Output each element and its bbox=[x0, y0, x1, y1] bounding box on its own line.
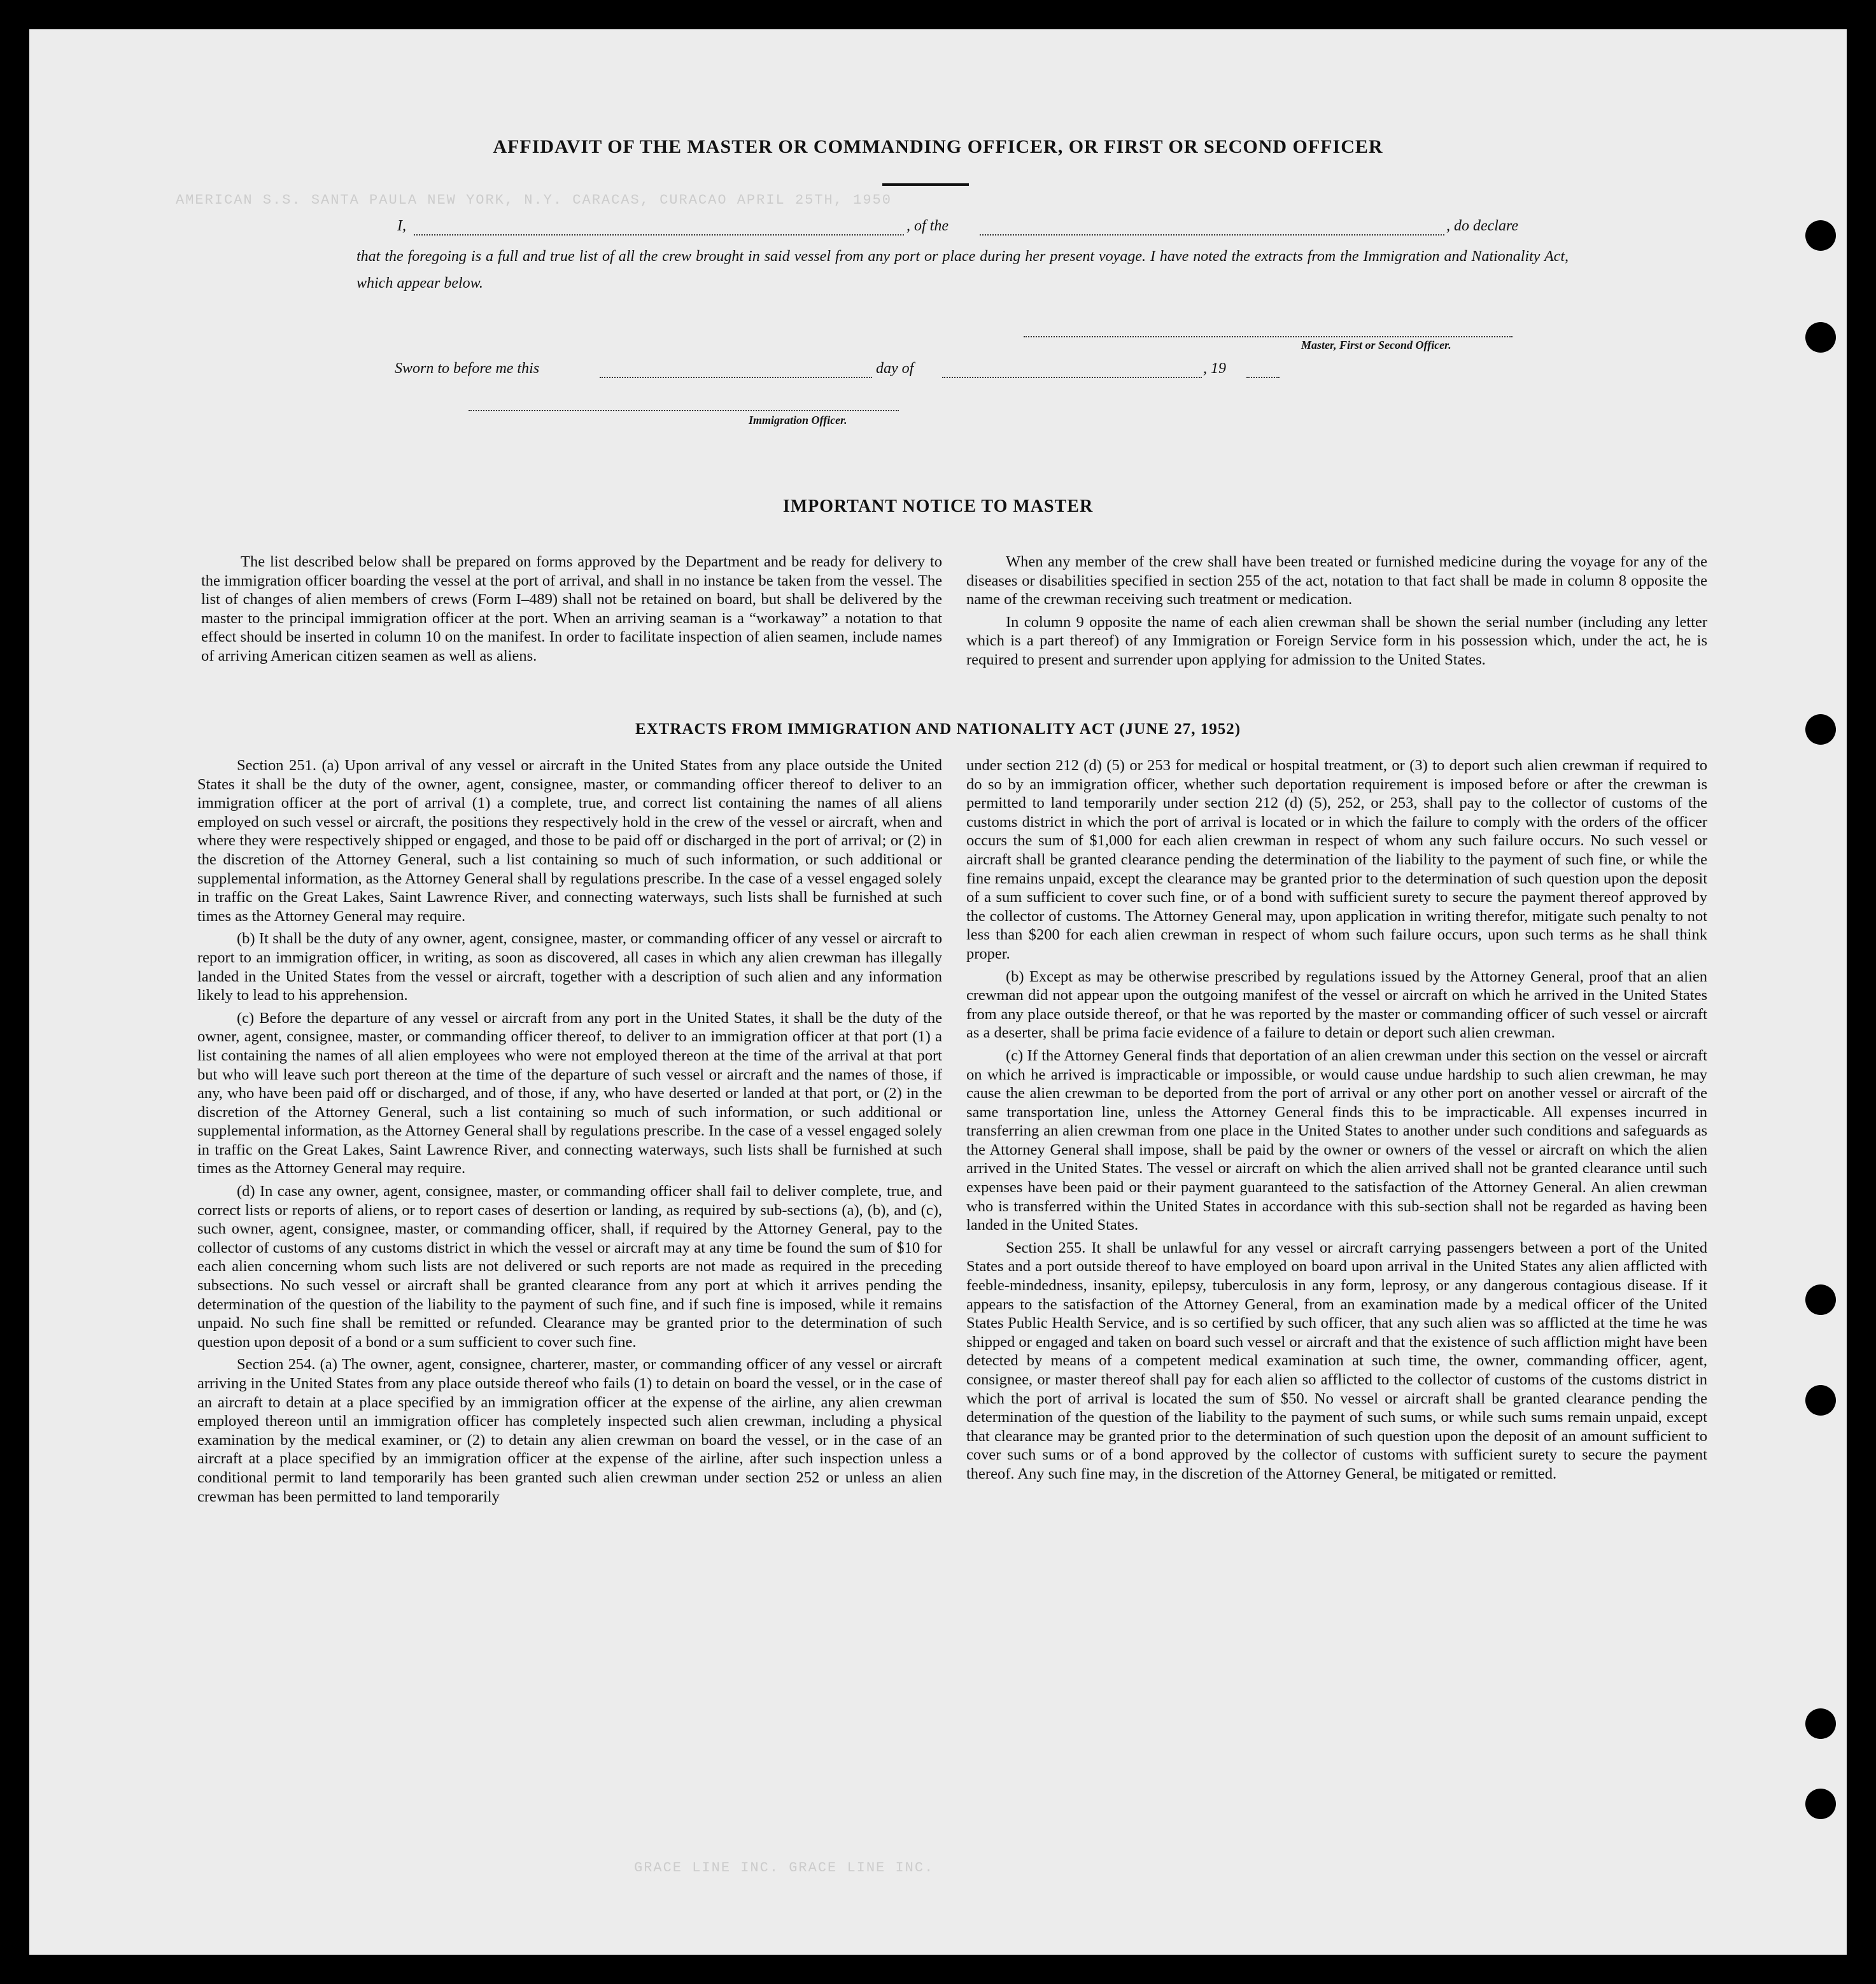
immigration-officer-label: Immigration Officer. bbox=[749, 414, 847, 426]
extracts-title: EXTRACTS FROM IMMIGRATION AND NATIONALITY ACT (JUNE 27, 1952) bbox=[635, 721, 1241, 738]
do-declare-label: , do declare bbox=[1446, 218, 1519, 234]
day-of-label: day of bbox=[876, 360, 914, 377]
section-254a: Section 254. (a) The owner, agent, consignee, charterer, master, or commanding officer of any vessel or aircraft arriving in the United States from any place outside thereof who fails (1) to detain on board the vessel, or in the case of an aircraft to detain at a place specified by an immigration officer at the expense of the airline, any alien crewman employed thereon until an immigration officer has completely inspected such alien crewman, including a physical examination by the medical examiner, or (2) to detain any alien crewman on board the vessel, or in the case of an aircraft at a place specified by an immigration officer at the expense of the airline, after such inspection unless a conditional permit to land temporarily has been granted such alien crewman under section 252 or unless an alien crewman has been permitted to land temporarily bbox=[197, 1356, 942, 1505]
master-signature-label: Master, First or Second Officer. bbox=[1301, 339, 1451, 351]
section-251d: (d) In case any owner, agent, consignee, master, or commanding officer shall fail to deliver complete, true, and correct lists or reports of aliens, or to report cases of desertion or landing, as required by sub-sections (a), (b), and (c), such owner, agent, consignee, master, or commanding officer, shall, if required by the Attorney General, pay to the collector of customs of any customs district in which the vessel or aircraft may at any time be found the sum of $10 for each alien concerning whom such lists are not delivered or such reports are not made as required in the preceding subsections. No such vessel or aircraft shall be granted clearance from any port at which it arrives pending the determination of the question of the liability to the payment of such fine, and if such fine is imposed, while it remains unpaid. No such fine shall be remitted or refunded. Clearance may be granted prior to the determination of such question upon deposit of a bond or a sum sufficient to cover such fine. bbox=[197, 1183, 942, 1351]
section-251c: (c) Before the departure of any vessel or aircraft from any port in the United States, it shall be the duty of the owner, agent, consignee, master, or commanding officer thereof, to deliver to an immigration officer at that port (1) a list containing the names of all alien employees who were not employed thereon at the time of the arrival at that port but who will leave such port thereon at the time of the departure of such vessel or aircraft and the names of those, if any, who have been paid off or discharged, and of those, if any, who have deserted or landed at that port, or (2) in the discretion of the Attorney General, such a list containing so much of such information, or such additional or supplemental information, as the Attorney General shall by regulations prescribe. In the case of a vessel engaged solely in traffic on the Great Lakes, Saint Lawrence River, and connecting waterways, such lists shall be furnished at such times as the Attorney General may require. bbox=[197, 1009, 942, 1178]
notice-paragraph: The list described below shall be prepared on forms approved by the Department and be ready for delivery to the immigration officer boarding the vessel at the port of arrival, and shall in no instance be taken from the vessel. The list of changes of alien members of crews (Form I–489) shall not be retained on board, but shall be delivered by the master to the principal immigration officer at the port. When an arriving seaman is a “workaway” a notation to that effect should be inserted in column 10 on the manifest. In order to facilitate inspection of alien seamen, include names of arriving American citizen seamen as well as aliens. bbox=[201, 553, 942, 665]
notice-paragraph: In column 9 opposite the name of each alien crewman shall be shown the serial number (including any letter which is a part thereof) of any Immigration or Foreign Service form in his possession which, under the act, he is required to present and surrender upon applying for admission to the United States. bbox=[966, 613, 1707, 668]
bleed-through-footer: GRACE LINE INC. GRACE LINE INC. bbox=[634, 1860, 934, 1876]
extracts-left-column bbox=[197, 756, 942, 1510]
sworn-year-field[interactable] bbox=[1246, 376, 1280, 378]
document-page bbox=[29, 29, 1847, 1955]
punch-hole bbox=[1805, 220, 1836, 251]
title-rule bbox=[882, 183, 969, 186]
section-254a-continued: under section 212 (d) (5) or 253 for medical or hospital treatment, or (3) to deport such alien crewman if required to do so by an immigration officer, whether such deportation requirement is imposed before or after the crewman is permitted to land temporarily under section 212 (d) (5), 252, or 253, shall pay to the collector of customs of the customs district in which the port of arrival is located or in which the failure to comply with the orders of the officer occurs the sum of $1,000 for each alien crewman in respect of whom any such failure occurs. No such vessel or aircraft shall be granted clearance pending the determination of the liability to the payment of such fine, or while the fine remains unpaid, except the clearance may be granted prior to the determination of such question upon the deposit of a sum sufficient to cover such fine, or of a bond with sufficient surety to secure the payment thereof approved by the collector of customs. The Attorney General may, upon application in writing therefor, mitigate such penalty to not less than $200 for each alien crewman in respect of whom such failure occurs, upon such terms as he shall think proper. bbox=[966, 757, 1707, 962]
declarant-name-field[interactable] bbox=[414, 233, 904, 236]
i-label: I, bbox=[397, 218, 406, 234]
sworn-line bbox=[395, 360, 1286, 383]
notice-left-column bbox=[201, 552, 942, 670]
sworn-date-field[interactable] bbox=[600, 376, 872, 378]
notice-title: IMPORTANT NOTICE TO MASTER bbox=[782, 496, 1094, 516]
punch-hole bbox=[1805, 1789, 1836, 1819]
section-254b: (b) Except as may be otherwise prescribed by regulations issued by the Attorney General, proof that an alien crewman did not appear upon the outgoing manifest of the vessel or aircraft on which he arrived in the United States from any place outside thereof, or that he was reported by the master or commanding officer of such vessel or aircraft as a deserter, shall be prima facie evidence of a failure to detain or deport such alien crewman. bbox=[966, 967, 1707, 1042]
punch-hole bbox=[1805, 714, 1836, 745]
sworn-month-field[interactable] bbox=[942, 376, 1202, 378]
section-251b: (b) It shall be the duty of any owner, agent, consignee, master, or commanding officer of any vessel or aircraft to report to an immigration officer, in writing, as soon as discovered, all cases in which any alien crewman has illegally landed in the United States from the vessel or aircraft, together with a description of such alien and any information likely to lead to his apprehension. bbox=[197, 930, 942, 1004]
bleed-through-header: AMERICAN S.S. SANTA PAULA NEW YORK, N.Y. CARACAS, CURACAO APRIL 25TH, 1950 bbox=[176, 192, 892, 208]
section-254c: (c) If the Attorney General finds that deportation of an alien crewman under this section on the vessel or aircraft on which he arrived is impracticable or impossible, or would cause undue hardship to such alien crewman, he may cause the alien crewman to be deported from the port of arrival or any other port on another vessel or aircraft of the same transportation line, unless the Attorney General finds this to be impracticable. All expenses incurred in transferring an alien crewman from one place in the United States to another under such conditions and safeguards as the Attorney General shall impose, shall be paid by the owner or owners of the vessel or aircraft on which the alien arrived in the United States. The vessel or aircraft on which the alien arrived shall not be granted clearance until such expenses have been paid or their payment guaranteed to the satisfaction of the Attorney General. An alien crewman who is transferred within the United States in accordance with this sub-section shall not be regarded as having been landed in the United States. bbox=[966, 1046, 1707, 1234]
affidavit-body: that the foregoing is a full and true list of all the crew brought in said vessel from any port or place during her present voyage. I have noted the extracts from the Immigration and Nationality Act, which appear below. bbox=[356, 248, 1569, 292]
section-255: Section 255. It shall be unlawful for any vessel or aircraft carrying passengers between a port of the United States and a port outside thereof to have employed on board upon arrival in the United States any alien afflicted with feeble-mindedness, insanity, epilepsy, tuberculosis in any form, leprosy, or any dangerous contagious disease. If it appears to the satisfaction of the Attorney General, from an examination made by a medical officer of the United States Public Health Service, and is so certified by such officer, that any such alien was so afflicted at the time he was shipped or engaged and taken on board such vessel or aircraft and that the existence of such affliction might have been detected by means of a competent medical examination at such time, the owner, commanding officer, agent, consignee, or master thereof shall pay for each alien so afflicted to the collector of customs of the customs district in which the port of arrival is located the sum of $50. No vessel or aircraft shall be granted clearance pending the determination of the question of the liability to the payment of such sums, or while such sums remain unpaid, except that clearance may be granted prior to the determination of such question upon the deposit of an amount sufficient to cover such sums or of a bond approved by the collector of customs with sufficient surety to secure the payment thereof. Any such fine may, in the discretion of the Attorney General, be mitigated or remitted. bbox=[966, 1239, 1707, 1482]
punch-hole bbox=[1805, 322, 1836, 353]
vessel-name-field[interactable] bbox=[980, 233, 1444, 236]
extracts-right-column bbox=[966, 756, 1707, 1488]
notice-paragraph: When any member of the crew shall have been treated or furnished medicine during the voyage for any of the diseases or disabilities specified in section 255 of the act, notation to that fact shall be made in column 8 opposite the name of the crewman receiving such treatment or medication. bbox=[966, 553, 1707, 609]
notice-right-column bbox=[966, 552, 1707, 673]
immigration-officer-signature-line[interactable] bbox=[469, 409, 899, 411]
declarant-line bbox=[397, 218, 1569, 241]
year-label: , 19 bbox=[1203, 360, 1226, 377]
punch-hole bbox=[1805, 1284, 1836, 1315]
section-251a: Section 251. (a) Upon arrival of any vessel or aircraft in the United States from any place outside the United States it shall be the duty of the owner, agent, consignee, master, or commanding officer thereof to deliver to an immigration officer at the port of arrival (1) a complete, true, and correct list containing the names of all aliens employed on such vessel or aircraft, the positions they respectively hold in the crew of the vessel or aircraft, when and where they were respectively shipped or engaged, and those to be paid off or discharged in the port of arrival; or (2) in the discretion of the Attorney General, such a list containing so much of such information, or such additional or supplemental information, as the Attorney General shall by regulations prescribe. In the case of a vessel engaged solely in traffic on the Great Lakes, Saint Lawrence River, and connecting waterways, such lists shall be furnished at such times as the Attorney General may require. bbox=[197, 757, 942, 925]
punch-hole bbox=[1805, 1708, 1836, 1739]
sworn-label: Sworn to before me this bbox=[395, 360, 540, 377]
affidavit-title: AFFIDAVIT OF THE MASTER OR COMMANDING OFFICER, OR FIRST OR SECOND OFFICER bbox=[493, 136, 1383, 157]
punch-hole bbox=[1805, 1385, 1836, 1416]
of-the-label: , of the bbox=[906, 218, 949, 234]
master-signature-line[interactable] bbox=[1024, 335, 1513, 337]
